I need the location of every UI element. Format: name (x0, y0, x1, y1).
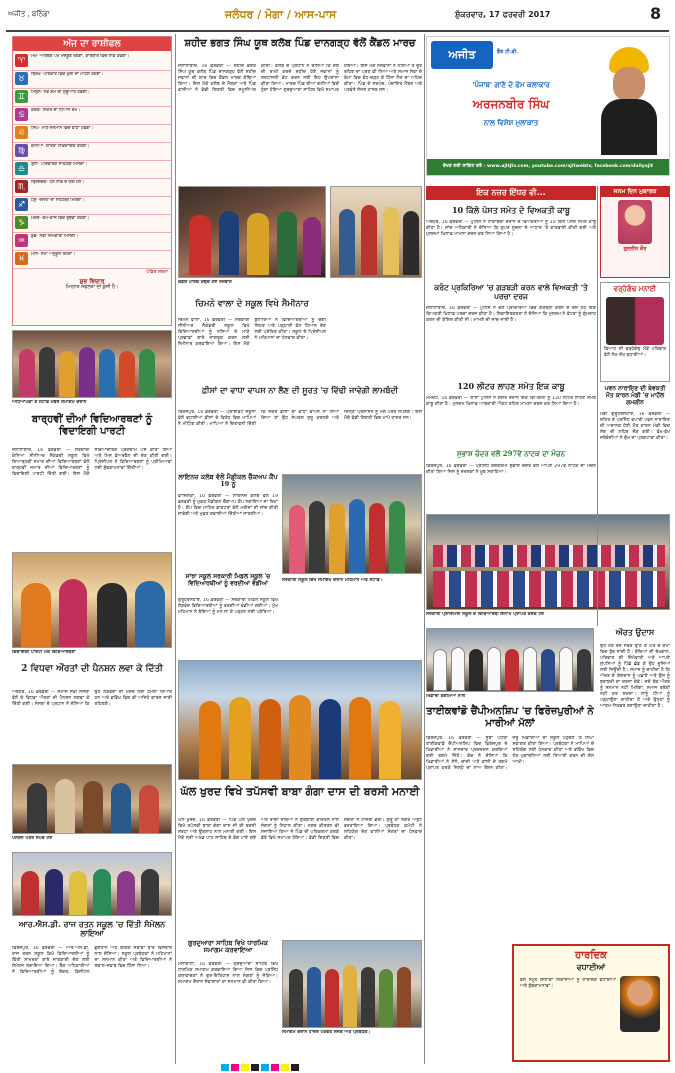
zodiac-text: ਕੰਨਿਆ- ਯਾਤਰਾ ਲਾਭਦਾਇਕ ਰਹੇਗੀ। (31, 144, 90, 149)
taekwondo-caption: ਖਿਡਾਰੀ ਤਗਮਿਆਂ ਨਾਲ (426, 694, 466, 699)
school-seminar-photo (330, 186, 422, 278)
zodiac-text: ਸਿੰਘ- ਮਾਣ-ਸਨਮਾਨ ਵਿਚ ਵਾਧਾ ਹੋਵੇਗਾ। (31, 126, 94, 131)
candle-march-caption: ਕੈਂਡਲ ਮਾਰਚ ਕੱਢਦੇ ਹੋਏ ਨੌਜਵਾਨ (178, 280, 232, 285)
divider (424, 34, 425, 1064)
leo-icon: ♌ (15, 126, 28, 139)
current-headline: ਕਰੰਟ ਪ੍ਰਕਿਰਿਆ 'ਚ ਗੜਬੜੀ ਕਰਨ ਵਾਲੇ ਵਿਅਕਤੀ 'ਤੇ ਪਰਚਾ ਦਰਜ (434, 283, 588, 301)
sagittarius-icon: ♐ (15, 198, 28, 211)
zodiac-text: ਮਕਰ- ਕੰਮ-ਕਾਜ ਵਿਚ ਰੁਝੇਵਾਂ ਰਹੇਗਾ। (31, 216, 90, 221)
couple-photo (606, 297, 664, 345)
right-section-banner: ਇਕ ਨਜ਼ਰ ਇੱਧਰ ਵੀ... (426, 186, 596, 200)
woman-headline: ਔਰਤ ਉਦਾਸ (615, 627, 655, 637)
gurdwara-headline: ਗੁਰਦੁਆਰਾ ਸਾਹਿਬ ਵਿਖੇ ਧਾਰਮਿਕ ਸਮਾਗਮ ਕਰਵਾਇਆ (187, 939, 268, 955)
anniversary-title: ਵਰ੍ਹੇਗੰਢ ਮਨਾਈ (613, 285, 657, 293)
masthead-section: ਜਲੰਧਰ / ਮੋਗਾ / ਆਸ-ਪਾਸ (225, 8, 337, 21)
staff-group-photo (12, 330, 172, 398)
pension-caption: ਪੈਨਸ਼ਨ ਪੱਤਰ ਸੌਂਪਦੇ ਹੋਏ (12, 836, 53, 841)
zodiac-row (13, 53, 171, 71)
bottom-ad-text: ਵਧਾਈਆਂ (576, 962, 606, 972)
procession-photo (178, 660, 422, 780)
zodiac-row (13, 251, 171, 269)
event-photo-left (12, 852, 172, 916)
zodiac-row (13, 125, 171, 143)
taekwondo-photo (426, 628, 594, 692)
uniform-headline: ਸਾਂਝਾ ਸਕੂਲ ਸਰਕਾਰੀ ਮਿਡਲ ਸਕੂਲ 'ਚ ਵਿਦਿਆਰਥੀਆਂ ਨੂੰ ਵਰਦੀਆਂ ਵੰਡੀਆਂ (185, 573, 271, 587)
zodiac-row (13, 71, 171, 89)
zodiac-row (13, 161, 171, 179)
staff-caption: ਅਧਿਆਪਕਾਂ ਤੇ ਸਟਾਫ਼ ਮੈਂਬਰ ਸਮਾਗਮ ਦੌਰਾਨ (12, 400, 87, 405)
birthday-box (600, 186, 670, 278)
zodiac-row (13, 233, 171, 251)
birthday-title: ਜਨਮ ਦਿਨ ਮੁਬਾਰਕ (601, 187, 669, 197)
uniform-body: ਗੁਰੂਹਰਸਹਾਏ, 16 ਫ਼ਰਵਰੀ — ਸਰਕਾਰੀ ਮਿਡਲ ਸਕੂਲ ਵਿਖੇ ਲੋੜਵੰਦ ਵਿਦਿਆਰਥੀਆਂ ਨੂੰ ਵਰਦੀਆਂ ਵੰਡੀਆਂ ਗਈਆਂ। ਮੁੱਖ ਮਹਿਮਾਨ ਨੇ ਬੱਚਿਆਂ ਨੂੰ ਮਨ ਲਾ ਕੇ ਪੜ੍ਹਨ ਲਈ ਪ੍ਰੇਰਿਆ। (178, 598, 278, 615)
lahan-body: ਮਮਦੋਟ, 16 ਫ਼ਰਵਰੀ — ਥਾਣਾ ਪੁਲਿਸ ਨੇ ਗਸ਼ਤ ਦੌਰਾਨ ਇਕ ਵਿਅਕਤੀ ਨੂੰ 120 ਲੀਟਰ ਲਾਹਣ ਸਮੇਤ ਕਾਬੂ ਕੀਤਾ ਹੈ। ਮੁਲਜ਼ਮ ਖ਼ਿਲਾਫ਼ ਆਬਕਾਰੀ ਐਕਟ ਤਹਿਤ ਮਾਮਲਾ ਦਰਜ ਕਰ ਲਿਆ ਗਿਆ ਹੈ। (426, 396, 596, 407)
zodiac-text: ਕੁੰਭ- ਨਵੀਂ ਜ਼ਿੰਮੇਵਾਰੀ ਮਿਲੇਗੀ। (31, 234, 79, 239)
bottom-ad-title: ਹਾਰਦਿਕ (575, 950, 607, 961)
horoscope-box (12, 36, 172, 326)
divider (597, 186, 598, 626)
natak-body: ਫ਼ਿਰੋਜ਼ਪੁਰ, 16 ਫ਼ਰਵਰੀ — ਪ੍ਰਸਿੱਧ ਰੰਗਕਰਮੀ ਸੁਭਾਸ਼ ਚੰਦਰ ਵੱਲੋਂ ਆਪਣੇ 297ਵੇਂ ਨਾਟਕ ਦਾ ਮੰਚਨ ਕੀਤਾ ਗਿਆ ਜਿਸ ਨੂੰ ਦਰਸ਼ਕਾਂ ਨੇ ਖ਼ੂਬ ਸਰਾਹਿਆ। (426, 464, 596, 475)
print-color-strip (220, 1064, 460, 1072)
quote-title: ਸ਼ੁਭ ਵਿਚਾਰ (79, 277, 105, 285)
zodiac-text: ਬ੍ਰਿਖ- ਪਰਿਵਾਰ ਵਿਚ ਖੁਸ਼ੀ ਦਾ ਮਾਹੌਲ ਰਹੇਗਾ। (31, 72, 104, 77)
poppy-body: ਅਬੋਹਰ, 16 ਫ਼ਰਵਰੀ — ਪੁਲਿਸ ਨੇ ਨਾਕਾਬੰਦੀ ਦੌਰਾਨ ਦੋ ਵਿਅਕਤੀਆਂ ਨੂੰ 10 ਕਿੱਲੋ ਪੋਸਤ ਸਮੇਤ ਕਾਬੂ ਕੀਤਾ ਹੈ। ਜਾਂਚ ਅਧਿਕਾਰੀ ਨੇ ਦੱਸਿਆ ਕਿ ਗੁਪਤ ਸੂਚਨਾ ਦੇ ਆਧਾਰ 'ਤੇ ਕਾਰਵਾਈ ਕੀਤੀ ਗਈ ਅਤੇ ਮੁਲਜ਼ਮਾਂ ਖ਼ਿਲਾਫ਼ ਮਾਮਲਾ ਦਰਜ ਕਰ ਲਿਆ ਗਿਆ ਹੈ। (426, 220, 596, 237)
farewell-headline: ਬਾਰ੍ਹਵੀਂ ਦੀਆਂ ਵਿਦਿਆਰਥਣਾਂ ਨੂੰ ਵਿਦਾਇਗੀ ਪਾਰਟੀ (31, 414, 153, 437)
barsi-body: ਘੱਲ ਖੁਰਦ, 16 ਫ਼ਰਵਰੀ — ਪਿੰਡ ਘੱਲ ਖੁਰਦ ਵਿਖੇ ਤਪੱਸਵੀ ਬਾਬਾ ਗੰਗਾ ਦਾਸ ਜੀ ਦੀ ਬਰਸੀ ਸ਼ਰਧਾ ਅਤੇ ਉਤਸ਼ਾਹ ਨਾਲ ਮਨਾਈ ਗਈ। ਇਸ ਮੌਕੇ ਸ੍ਰੀ ਅਖੰਡ ਪਾਠ ਸਾਹਿਬ ਦੇ ਭੋਗ ਪਾਏ ਗਏ ਅਤੇ ਰਾਗੀ ਜਥਿਆਂ ਨੇ ਗੁਰਬਾਣੀ ਕੀਰਤਨ ਨਾਲ ਸੰਗਤਾਂ ਨੂੰ ਨਿਹਾਲ ਕੀਤਾ। ਨਗਰ ਕੀਰਤਨ ਵੀ ਸਜਾਇਆ ਗਿਆ ਜੋ ਪਿੰਡ ਦੀ ਪਰਿਕਰਮਾ ਕਰਕੇ ਡੇਰੇ ਵਿਖੇ ਸਮਾਪਤ ਹੋਇਆ। ਵੱਡੀ ਗਿਣਤੀ ਵਿਚ ਸੰਗਤਾਂ ਨੇ ਹਾਜ਼ਰੀ ਭਰੀ। ਗੁਰੂ ਕਾ ਲੰਗਰ ਅਤੁੱਟ ਵਰਤਾਇਆ ਗਿਆ। ਪ੍ਰਬੰਧਕ ਕਮੇਟੀ ਨੇ ਸਹਿਯੋਗ ਦੇਣ ਵਾਲੀਆਂ ਸੰਗਤਾਂ ਦਾ ਧੰਨਵਾਦ ਕੀਤਾ। (178, 818, 422, 841)
zodiac-row (13, 179, 171, 197)
horoscope-title: ਅੱਜ ਦਾ ਰਾਸ਼ੀਫਲ (13, 37, 171, 51)
taekwondo-body: ਫਿਰੋਜ਼ਪੁਰ, 16 ਫ਼ਰਵਰੀ — ਸੂਬਾ ਪੱਧਰੀ ਤਾਈਕਵਾਂਡੋ ਚੈਂਪੀਅਨਸ਼ਿਪ ਵਿਚ ਫਿਰੋਜ਼ਪੁਰ ਦੇ ਖਿਡਾਰੀਆਂ ਨੇ ਸ਼ਾਨਦਾਰ ਪ੍ਰਦਰਸ਼ਨ ਕਰਦਿਆਂ ਕਈ ਤਗਮੇ ਜਿੱਤੇ। ਕੋਚ ਨੇ ਦੱਸਿਆ ਕਿ ਖਿਡਾਰੀਆਂ ਨੇ ਸੋਨੇ, ਚਾਂਦੀ ਅਤੇ ਕਾਂਸੀ ਦੇ ਤਗਮੇ ਪ੍ਰਾਪਤ ਕਰਕੇ ਜ਼ਿਲ੍ਹੇ ਦਾ ਨਾਂਅ ਰੌਸ਼ਨ ਕੀਤਾ। ਜੇਤੂ ਖਿਡਾਰੀਆਂ ਦਾ ਸਕੂਲ ਪਹੁੰਚਣ 'ਤੇ ਨਿੱਘਾ ਸਵਾਗਤ ਕੀਤਾ ਗਿਆ। ਪ੍ਰਬੰਧਕਾਂ ਨੇ ਮਾਪਿਆਂ ਦੇ ਸਹਿਯੋਗ ਲਈ ਧੰਨਵਾਦ ਕੀਤਾ ਅਤੇ ਭਵਿੱਖ ਵਿਚ ਹੋਰ ਮੁਕਾਬਲਿਆਂ ਲਈ ਤਿਆਰੀ ਕਰਨ ਦੀ ਗੱਲ ਆਖੀ। (426, 736, 594, 771)
farewell-photo (12, 552, 172, 648)
virgo-icon: ♍ (15, 144, 28, 157)
zodiac-row (13, 143, 171, 161)
zodiac-list (13, 51, 171, 269)
zodiac-text: ਬ੍ਰਿਸ਼ਚਕ- ਧਨ ਲਾਭ ਦੇ ਯੋਗ ਹਨ। (31, 180, 85, 185)
natak-headline: ਸੁਭਾਸ਼ ਚੰਦਰ ਵਲੋਂ 297ਵੇਂ ਨਾਟਕ ਦਾ ਮੰਚਨ (456, 449, 565, 458)
quote-text: ਮਿਹਨਤ ਸਫਲਤਾ ਦੀ ਕੁੰਜੀ ਹੈ। (65, 285, 119, 291)
ad-line1: 'ਪੰਜਾਬ' ਗਾਣੇ ਦੇ ਫੇਮ ਕਲਾਕਾਰ (472, 81, 550, 89)
candle-march-photo (178, 186, 326, 278)
group-photo-center (282, 474, 422, 574)
top-story-body: ਜਲਾਲਾਬਾਦ, 16 ਫ਼ਰਵਰੀ — ਸ਼ਹੀਦ ਭਗਤ ਸਿੰਘ ਯੂਥ ਕਲੱਬ ਪਿੰਡ ਦਾਨਗੜ੍ਹ ਵੱਲੋਂ ਸ਼ਹੀਦ ਜਵਾਨਾਂ ਦੀ ਯਾਦ ਵਿਚ ਕੈਂਡਲ ਮਾਰਚ ਕੱਢਿਆ ਗਿਆ। ਇਸ ਮੌਕੇ ਕਲੱਬ ਦੇ ਮੈਂਬਰਾਂ ਅਤੇ ਪਿੰਡ ਵਾਸੀਆਂ ਨੇ ਵੱਡੀ ਗਿਣਤੀ ਵਿਚ ਸ਼ਮੂਲੀਅਤ ਕੀਤੀ। ਕਲੱਬ ਦੇ ਪ੍ਰਧਾਨ ਨੇ ਦੱਸਿਆ ਕਿ ਦੇਸ਼ ਦੀ ਰਾਖੀ ਕਰਦੇ ਸ਼ਹੀਦ ਹੋਏ ਜਵਾਨਾਂ ਨੂੰ ਸ਼ਰਧਾਂਜਲੀ ਭੇਟ ਕਰਨ ਲਈ ਇਹ ਉਪਰਾਲਾ ਕੀਤਾ ਗਿਆ। ਮਾਰਚ ਪਿੰਡ ਦੀਆਂ ਗਲੀਆਂ ਵਿਚੋਂ ਹੁੰਦਾ ਹੋਇਆ ਗੁਰਦੁਆਰਾ ਸਾਹਿਬ ਵਿਖੇ ਸਮਾਪਤ ਹੋਇਆ। ਇਸ ਮੌਕੇ ਨੌਜਵਾਨਾਂ ਨੇ ਨਸ਼ਿਆਂ ਤੋਂ ਦੂਰ ਰਹਿਣ ਦਾ ਪ੍ਰਣ ਵੀ ਲਿਆ ਅਤੇ ਸਮਾਜ ਸੇਵਾ ਦੇ ਕੰਮਾਂ ਵਿਚ ਵੱਧ-ਚੜ੍ਹ ਕੇ ਹਿੱਸਾ ਲੈਣ ਦਾ ਅਹਿਦ ਕੀਤਾ। ਪਿੰਡ ਦੇ ਸਰਪੰਚ, ਪੰਚਾਇਤ ਮੈਂਬਰ ਅਤੇ ਪਤਵੰਤੇ ਸੱਜਣ ਹਾਜ਼ਰ ਸਨ। (178, 64, 422, 93)
top-headline: ਸ਼ਹੀਦ ਭਗਤ ਸਿੰਘ ਯੂਥ ਕਲੱਬ ਪਿੰਡ ਦਾਨਗੜ੍ਹ ਵੱਲੋਂ ਕੈਂਡਲ ਮਾਰਚ (184, 38, 416, 49)
zodiac-text: ਤੁਲਾ- ਪਰਿਵਾਰਕ ਸਹਿਯੋਗ ਮਿਲੇਗਾ। (31, 162, 88, 167)
anniversary-box (600, 282, 670, 382)
group-photo-center-text: ਸਰਕਾਰੀ ਸਕੂਲ ਵਿਖੇ ਸਮਾਗਮ ਦੌਰਾਨ ਮਹਿਮਾਨ ਅਤੇ ਸਟਾਫ਼। (282, 578, 383, 583)
singer-photo (593, 43, 665, 155)
taurus-icon: ♉ (15, 72, 28, 85)
scorpio-icon: ♏ (15, 180, 28, 193)
zodiac-text: ਧਨੁ- ਦੋਸਤਾਂ ਦਾ ਸਹਿਯੋਗ ਮਿਲੇਗਾ। (31, 198, 85, 203)
farewell-body: ਜਲਾਲਾਬਾਦ, 16 ਫ਼ਰਵਰੀ — ਸਰਕਾਰੀ ਕੰਨਿਆ ਸੀਨੀਅਰ ਸੈਕੰਡਰੀ ਸਕੂਲ ਵਿਖੇ ਗਿਆਰ੍ਹਵੀਂ ਜਮਾਤ ਦੀਆਂ ਵਿਦਿਆਰਥਣਾਂ ਵੱਲੋਂ ਬਾਰ੍ਹਵੀਂ ਜਮਾਤ ਦੀਆਂ ਵਿਦਿਆਰਥਣਾਂ ਨੂੰ ਵਿਦਾਇਗੀ ਪਾਰਟੀ ਦਿੱਤੀ ਗਈ। ਇਸ ਮੌਕੇ ਸੱਭਿਆਚਾਰਕ ਪ੍ਰੋਗਰਾਮ ਪੇਸ਼ ਕੀਤਾ ਗਿਆ ਅਤੇ ਮਿਸ ਫੇਅਰਵੈੱਲ ਦੀ ਚੋਣ ਕੀਤੀ ਗਈ। ਪ੍ਰਿੰਸੀਪਲ ਨੇ ਵਿਦਿਆਰਥਣਾਂ ਨੂੰ ਪ੍ਰੀਖਿਆਵਾਂ ਲਈ ਸ਼ੁੱਭਕਾਮਨਾਵਾਂ ਦਿੱਤੀਆਂ। (12, 448, 172, 477)
zodiac-row (13, 89, 171, 107)
pension-body: ਅਬੋਹਰ, 16 ਫ਼ਰਵਰੀ — ਸਮਾਜ ਸੇਵੀ ਸੰਸਥਾ ਵੱਲੋਂ ਦੋ ਵਿਧਵਾ ਔਰਤਾਂ ਦੀ ਪੈਨਸ਼ਨ ਲਗਵਾ ਕੇ ਦਿੱਤੀ ਗਈ। ਸੰਸਥਾ ਦੇ ਪ੍ਰਧਾਨ ਨੇ ਦੱਸਿਆ ਕਿ ਉਹ ਲੋੜਵੰਦਾਂ ਦੀ ਮਦਦ ਲਈ ਹਮੇਸ਼ਾ ਤਿਆਰ ਹਨ ਅਤੇ ਭਵਿੱਖ ਵਿਚ ਵੀ ਅਜਿਹੇ ਕਾਰਜ ਜਾਰੀ ਰਹਿਣਗੇ। (12, 690, 172, 707)
zodiac-row (13, 107, 171, 125)
lahan-headline: 120 ਲੀਟਰ ਲਾਹਣ ਸਮੇਤ ਇਕ ਕਾਬੂ (457, 381, 565, 391)
masthead-left-tag: ਅਜੀਤ , ਬਠਿੰਡਾ (8, 10, 50, 18)
barsi-headline: ਘੱਲ ਖੁਰਦ ਵਿਖੇ ਤਪੱਸਵੀ ਬਾਬਾ ਗੰਗਾ ਦਾਸ ਦੀ ਬਰਸੀ ਮਨਾਈ (180, 785, 420, 798)
ajit-web-tv-ad (426, 36, 670, 176)
pisces-icon: ♓ (15, 252, 28, 265)
zodiac-text: ਮਿਥੁਨ- ਨਵੇਂ ਕੰਮ ਦੀ ਸ਼ੁਰੂਆਤ ਹੋਵੇਗੀ। (31, 90, 90, 95)
bottom-ad-body: ਵੱਲੋਂ ਸਮੂਹ ਇਲਾਕਾ ਨਿਵਾਸੀਆਂ ਨੂੰ ਹਾਰਦਿਕ ਵਧਾਈਆਂ ਅਤੇ ਸ਼ੁੱਭਕਾਮਨਾਵਾਂ। (520, 978, 616, 989)
aries-icon: ♈ (15, 54, 28, 67)
zodiac-row (13, 197, 171, 215)
masthead (0, 0, 675, 30)
current-body: ਜਲਾਲਾਬਾਦ, 16 ਫ਼ਰਵਰੀ — ਪੁਲਿਸ ਨੇ ਚੋਣ ਪ੍ਰਕਿਰਿਆ ਵਿਚ ਗੜਬੜੀ ਕਰਨ ਦੇ ਦੋਸ਼ ਹੇਠ ਇਕ ਵਿਅਕਤੀ ਖ਼ਿਲਾਫ਼ ਪਰਚਾ ਦਰਜ ਕੀਤਾ ਹੈ। ਸ਼ਿਕਾਇਤਕਰਤਾ ਨੇ ਦੱਸਿਆ ਕਿ ਮੁਲਜ਼ਮ ਨੇ ਵੋਟਰਾਂ ਨੂੰ ਗੁੰਮਰਾਹ ਕਰਨ ਦੀ ਕੋਸ਼ਿਸ਼ ਕੀਤੀ ਸੀ। ਮਾਮਲੇ ਦੀ ਜਾਂਚ ਜਾਰੀ ਹੈ। (426, 306, 596, 323)
horoscope-footer: ਪੰਡਿਤ ਸ਼ਰਮਾ (146, 270, 168, 275)
fees-body: ਫਿਰੋਜ਼ਪੁਰ, 16 ਫ਼ਰਵਰੀ — ਪ੍ਰਾਈਵੇਟ ਸਕੂਲਾਂ ਵੱਲੋਂ ਵਧਾਈਆਂ ਫ਼ੀਸਾਂ ਦੇ ਵਿਰੋਧ ਵਿਚ ਮਾਪਿਆਂ ਨੇ ਮੀਟਿੰਗ ਕੀਤੀ। ਮਾਪਿਆਂ ਨੇ ਚਿਤਾਵਨੀ ਦਿੱਤੀ ਕਿ ਜੇਕਰ ਫ਼ੀਸਾਂ ਦਾ ਵਾਧਾ ਵਾਪਸ ਨਾ ਲਿਆ ਗਿਆ ਤਾਂ ਉਹ ਸੰਘਰਸ਼ ਸ਼ੁਰੂ ਕਰਨਗੇ ਅਤੇ ਜ਼ਿਲ੍ਹਾ ਪ੍ਰਸ਼ਾਸਨ ਨੂੰ ਮੰਗ ਪੱਤਰ ਸੌਂਪਣਗੇ। ਇਸ ਮੌਕੇ ਵੱਡੀ ਗਿਣਤੀ ਵਿਚ ਮਾਪੇ ਹਾਜ਼ਰ ਸਨ। (178, 410, 422, 427)
ad-footer: ਦੇਖਣ ਲਈ ਲਾਗਿਨ ਕਰੋ - www.ajitjtv.com, youtube.com/ajitwebtv, facebook.com/dailyajit (427, 159, 669, 175)
masthead-rule (6, 30, 669, 32)
zodiac-row (13, 215, 171, 233)
students-prize-caption: ਸਰਕਾਰੀ ਪ੍ਰਾਇਮਰੀ ਸਕੂਲ ਦੇ ਵਿਦਿਆਰਥੀ ਇਨਾਮ ਪ੍ਰਾਪਤ ਕਰਦੇ ਹੋਏ (426, 612, 545, 617)
lions-body: ਫ਼ਾਜ਼ਿਲਕਾ, 16 ਫ਼ਰਵਰੀ — ਲਾਇਨਜ਼ ਕਲੱਬ ਵੱਲੋਂ 19 ਫ਼ਰਵਰੀ ਨੂੰ ਮੁਫ਼ਤ ਮੈਡੀਕਲ ਚੈੱਕਅਪ ਕੈਂਪ ਲਗਾਇਆ ਜਾ ਰਿਹਾ ਹੈ। ਕੈਂਪ ਵਿਚ ਮਾਹਿਰ ਡਾਕਟਰਾਂ ਵੱਲੋਂ ਮਰੀਜ਼ਾਂ ਦੀ ਜਾਂਚ ਕੀਤੀ ਜਾਵੇਗੀ ਅਤੇ ਮੁਫ਼ਤ ਦਵਾਈਆਂ ਦਿੱਤੀਆਂ ਜਾਣਗੀਆਂ। (178, 494, 278, 517)
farewell-caption: ਵਿਦਾਇਗੀ ਪਾਰਟੀ ਮੌਕੇ ਵਿਦਿਆਰਥਣਾਂ (12, 650, 76, 655)
pension-photo (12, 764, 172, 834)
capricorn-icon: ♑ (15, 216, 28, 229)
ajit-tag: ਵੈੱਬ ਟੀ.ਵੀ. (497, 49, 519, 55)
poppy-headline: 10 ਕਿੱਲੋ ਪੋਸਤ ਸਮੇਤ ਦੋ ਵਿਅਕਤੀ ਕਾਬੂ (451, 205, 571, 215)
libra-icon: ♎ (15, 162, 28, 175)
bottom-ad (512, 944, 670, 1062)
anniversary-text: ਵਿਆਹ ਦੀ ਵਰ੍ਹੇਗੰਢ ਮੌਕੇ ਪਰਿਵਾਰ ਵੱਲੋਂ ਲੱਖ-ਲੱਖ ਵਧਾਈਆਂ। (604, 346, 666, 358)
ad-person-photo (620, 976, 660, 1032)
zodiac-text: ਕਰਕ- ਸਿਹਤ ਦਾ ਧਿਆਨ ਰੱਖੋ। (31, 108, 80, 113)
lions-headline: ਲਾਇਨਜ਼ ਕਲੱਬ ਵੱਲੋਂ ਮੈਡੀਕਲ ਚੈੱਕਅਪ ਕੈਂਪ 19 ਨੂੰ (178, 473, 278, 489)
fees-headline: ਫ਼ੀਸਾਂ ਦਾ ਵਾਧਾ ਵਾਪਸ ਨਾ ਲੈਣ ਦੀ ਸੂਰਤ 'ਚ ਵਿੱਢੀ ਜਾਵੇਗੀ ਲਾਮਬੰਦੀ (201, 385, 399, 395)
cancer-icon: ♋ (15, 108, 28, 121)
bottom-group-caption: ਸਮਾਗਮ ਦੌਰਾਨ ਹਾਜ਼ਰ ਪਤਵੰਤੇ ਸੱਜਣ ਅਤੇ ਪ੍ਰਬੰਧਕ। (282, 1030, 371, 1035)
aquarius-icon: ♒ (15, 234, 28, 247)
ad-line3: ਨਾਲ ਵਿਸ਼ੇਸ਼ ਮੁਲਾਕਾਤ (483, 119, 539, 127)
divider (175, 34, 176, 1064)
students-prize-photo (426, 514, 670, 610)
pawan-headline: ਪਵਨ ਨਾਰਾਇਣ ਦੀ ਬੇਵਕਤੀ ਮੌਤ ਕਾਰਨ ਮੰਡੀ 'ਚ ਮਾਹੌਲ ਗਮਗੀਨ (604, 385, 666, 406)
page-number: 8 (650, 4, 662, 23)
ajit-logo: ਅਜੀਤ (431, 41, 493, 69)
gurdwara-body: ਮੱਲਾਂਵਾਲਾ, 16 ਫ਼ਰਵਰੀ — ਗੁਰਦੁਆਰਾ ਸਾਹਿਬ ਵਿਖੇ ਧਾਰਮਿਕ ਸਮਾਗਮ ਕਰਵਾਇਆ ਗਿਆ ਜਿਸ ਵਿਚ ਪ੍ਰਸਿੱਧ ਕਥਾਵਾਚਕਾਂ ਨੇ ਗੁਰ-ਇਤਿਹਾਸ ਨਾਲ ਸੰਗਤਾਂ ਨੂੰ ਜੋੜਿਆ। ਸਮਾਗਮ ਦੌਰਾਨ ਸੇਵਾਦਾਰਾਂ ਦਾ ਸਨਮਾਨ ਵੀ ਕੀਤਾ ਗਿਆ। (178, 962, 278, 985)
gemini-icon: ♊ (15, 90, 28, 103)
zodiac-text: ਮੇਖ- ਆਰਥਕ ਪੱਖ ਮਜ਼ਬੂਤ ਰਹੇਗਾ, ਕਾਰੋਬਾਰ ਵਿਚ ਲਾਭ ਹੋਵੇਗਾ। (31, 54, 130, 59)
masthead-date: ਸ਼ੁੱਕਰਵਾਰ, 17 ਫਰਵਰੀ 2017 (455, 10, 551, 19)
rsd-body: ਫਿਰੋਜ਼ਪੁਰ, 16 ਫ਼ਰਵਰੀ — ਆਰ.ਐਸ.ਡੀ. ਰਾਜ ਰਤਨ ਸਕੂਲ ਵਿਖੇ ਵਿਦਿਆਰਥੀਆਂ ਨੂੰ ਵਿੱਤੀ ਸਾਖਰਤਾ ਬਾਰੇ ਜਾਣਕਾਰੀ ਦੇਣ ਲਈ ਸੰਮੇਲਨ ਲਗਾਇਆ ਗਿਆ। ਬੈਂਕ ਅਧਿਕਾਰੀਆਂ ਨੇ ਵਿਦਿਆਰਥੀਆਂ ਨੂੰ ਬੱਚਤ, ਡਿਜੀਟਲ ਭੁਗਤਾਨ ਅਤੇ ਬੈਂਕਿੰਗ ਸੇਵਾਵਾਂ ਬਾਰੇ ਵਿਸਥਾਰ ਨਾਲ ਦੱਸਿਆ। ਸਕੂਲ ਪ੍ਰਬੰਧਕਾਂ ਨੇ ਮਹਿਮਾਨਾਂ ਦਾ ਸਨਮਾਨ ਕੀਤਾ ਅਤੇ ਵਿਦਿਆਰਥੀਆਂ ਨੇ ਸਵਾਲ-ਜਵਾਬ ਵਿਚ ਹਿੱਸਾ ਲਿਆ। (12, 946, 172, 975)
woman-body: ਉਹ ਹਰ ਰੋਜ਼ ਸਵੇਰੇ ਉੱਠ ਕੇ ਘਰ ਦੇ ਕੰਮਾਂ ਵਿਚ ਰੁੱਝ ਜਾਂਦੀ ਹੈ। ਬੱਚਿਆਂ ਦੀ ਦੇਖਭਾਲ, ਪਰਿਵਾਰ ਦੀ ਜ਼ਿੰਮੇਵਾਰੀ ਅਤੇ ਆਪਣੇ ਸੁਪਨਿਆਂ ਨੂੰ ਪਿੱਛੇ ਛੱਡ ਕੇ ਉਹ ਦੂਜਿਆਂ ਲਈ ਜਿਊਂਦੀ ਹੈ। ਸਮਾਜ ਨੂੰ ਚਾਹੀਦਾ ਹੈ ਕਿ ਔਰਤ ਦੇ ਯੋਗਦਾਨ ਨੂੰ ਪਛਾਣੇ ਅਤੇ ਉਸ ਨੂੰ ਬਰਾਬਰੀ ਦਾ ਦਰਜਾ ਦੇਵੇ। ਜਦੋਂ ਤੱਕ ਔਰਤ ਨੂੰ ਸਨਮਾਨ ਨਹੀਂ ਮਿਲੇਗਾ, ਸਮਾਜ ਤਰੱਕੀ ਨਹੀਂ ਕਰ ਸਕਦਾ। ਸਾਨੂੰ ਧੀਆਂ ਨੂੰ ਪੜ੍ਹਾਉਣਾ ਚਾਹੀਦਾ ਹੈ ਅਤੇ ਉਨ੍ਹਾਂ ਨੂੰ ਆਤਮ-ਨਿਰਭਰ ਬਣਾਉਣਾ ਚਾਹੀਦਾ ਹੈ। (600, 644, 670, 709)
ad-line2: ਅਰਜਨਬੀਰ ਸਿੰਘ (472, 97, 550, 111)
taekwondo-headline: ਤਾਈਕਵਾਂਡੋ ਚੈਂਪੀਅਨਸ਼ਿਪ 'ਚ ਫਿਰੋਜ਼ਪੁਰੀਆਂ ਨੇ ਮਾਰੀਆਂ ਮੱਲਾਂ (426, 706, 594, 729)
birthday-child-photo (618, 200, 652, 244)
seminar-body: ਚਿਮਨੇ ਵਾਲਾ, 16 ਫ਼ਰਵਰੀ — ਸਰਕਾਰੀ ਸੀਨੀਅਰ ਸੈਕੰਡਰੀ ਸਕੂਲ ਵਿਖੇ ਵਿਦਿਆਰਥੀਆਂ ਨੂੰ ਨਸ਼ਿਆਂ ਦੇ ਮਾੜੇ ਪ੍ਰਭਾਵਾਂ ਬਾਰੇ ਜਾਗਰੂਕ ਕਰਨ ਲਈ ਸੈਮੀਨਾਰ ਕਰਵਾਇਆ ਗਿਆ। ਇਸ ਮੌਕੇ ਬੁਲਾਰਿਆਂ ਨੇ ਵਿਦਿਆਰਥੀਆਂ ਨੂੰ ਚੰਗੀ ਸਿਹਤ ਅਤੇ ਪੜ੍ਹਾਈ ਵੱਲ ਧਿਆਨ ਦੇਣ ਲਈ ਪ੍ਰੇਰਿਤ ਕੀਤਾ। ਸਕੂਲ ਦੇ ਪ੍ਰਿੰਸੀਪਲ ਨੇ ਮਹਿਮਾਨਾਂ ਦਾ ਧੰਨਵਾਦ ਕੀਤਾ। (178, 318, 326, 347)
seminar-headline: ਚਿਮਨੇ ਵਾਲਾ ਦੇ ਸਕੂਲ ਵਿਖੇ ਸੈਮੀਨਾਰ (195, 299, 309, 309)
zodiac-text: ਮੀਨ- ਸਮਾਂ ਅਨੁਕੂਲ ਰਹੇਗਾ। (31, 252, 75, 257)
birthday-name: ਗੁਰਲੀਨ ਕੌਰ (623, 246, 647, 252)
pawan-body: ਮੰਡੀ ਗੁਰੂਹਰਸਹਾਏ, 16 ਫ਼ਰਵਰੀ — ਸ਼ਹਿਰ ਦੇ ਪ੍ਰਸਿੱਧ ਵਪਾਰੀ ਪਵਨ ਨਾਰਾਇਣ ਦੀ ਅਚਾਨਕ ਹੋਈ ਮੌਤ ਕਾਰਨ ਮੰਡੀ ਵਿਚ ਸੋਗ ਦੀ ਲਹਿਰ ਦੌੜ ਗਈ। ਵੱਖ-ਵੱਖ ਜਥੇਬੰਦੀਆਂ ਨੇ ਦੁੱਖ ਦਾ ਪ੍ਰਗਟਾਵਾ ਕੀਤਾ। (600, 412, 670, 441)
bottom-group-photo (282, 940, 422, 1028)
pension-headline: 2 ਵਿਧਵਾ ਔਰਤਾਂ ਦੀ ਪੈਨਸ਼ਨ ਲਵਾ ਕੇ ਦਿੱਤੀ (21, 664, 163, 674)
rsd-headline: ਆਰ.ਐਸ.ਡੀ. ਰਾਜ ਰਤਨ ਸਕੂਲ 'ਚ ਵਿੱਤੀ ਸੰਮੇਲਨ ਲਾਇਆ (18, 919, 166, 939)
